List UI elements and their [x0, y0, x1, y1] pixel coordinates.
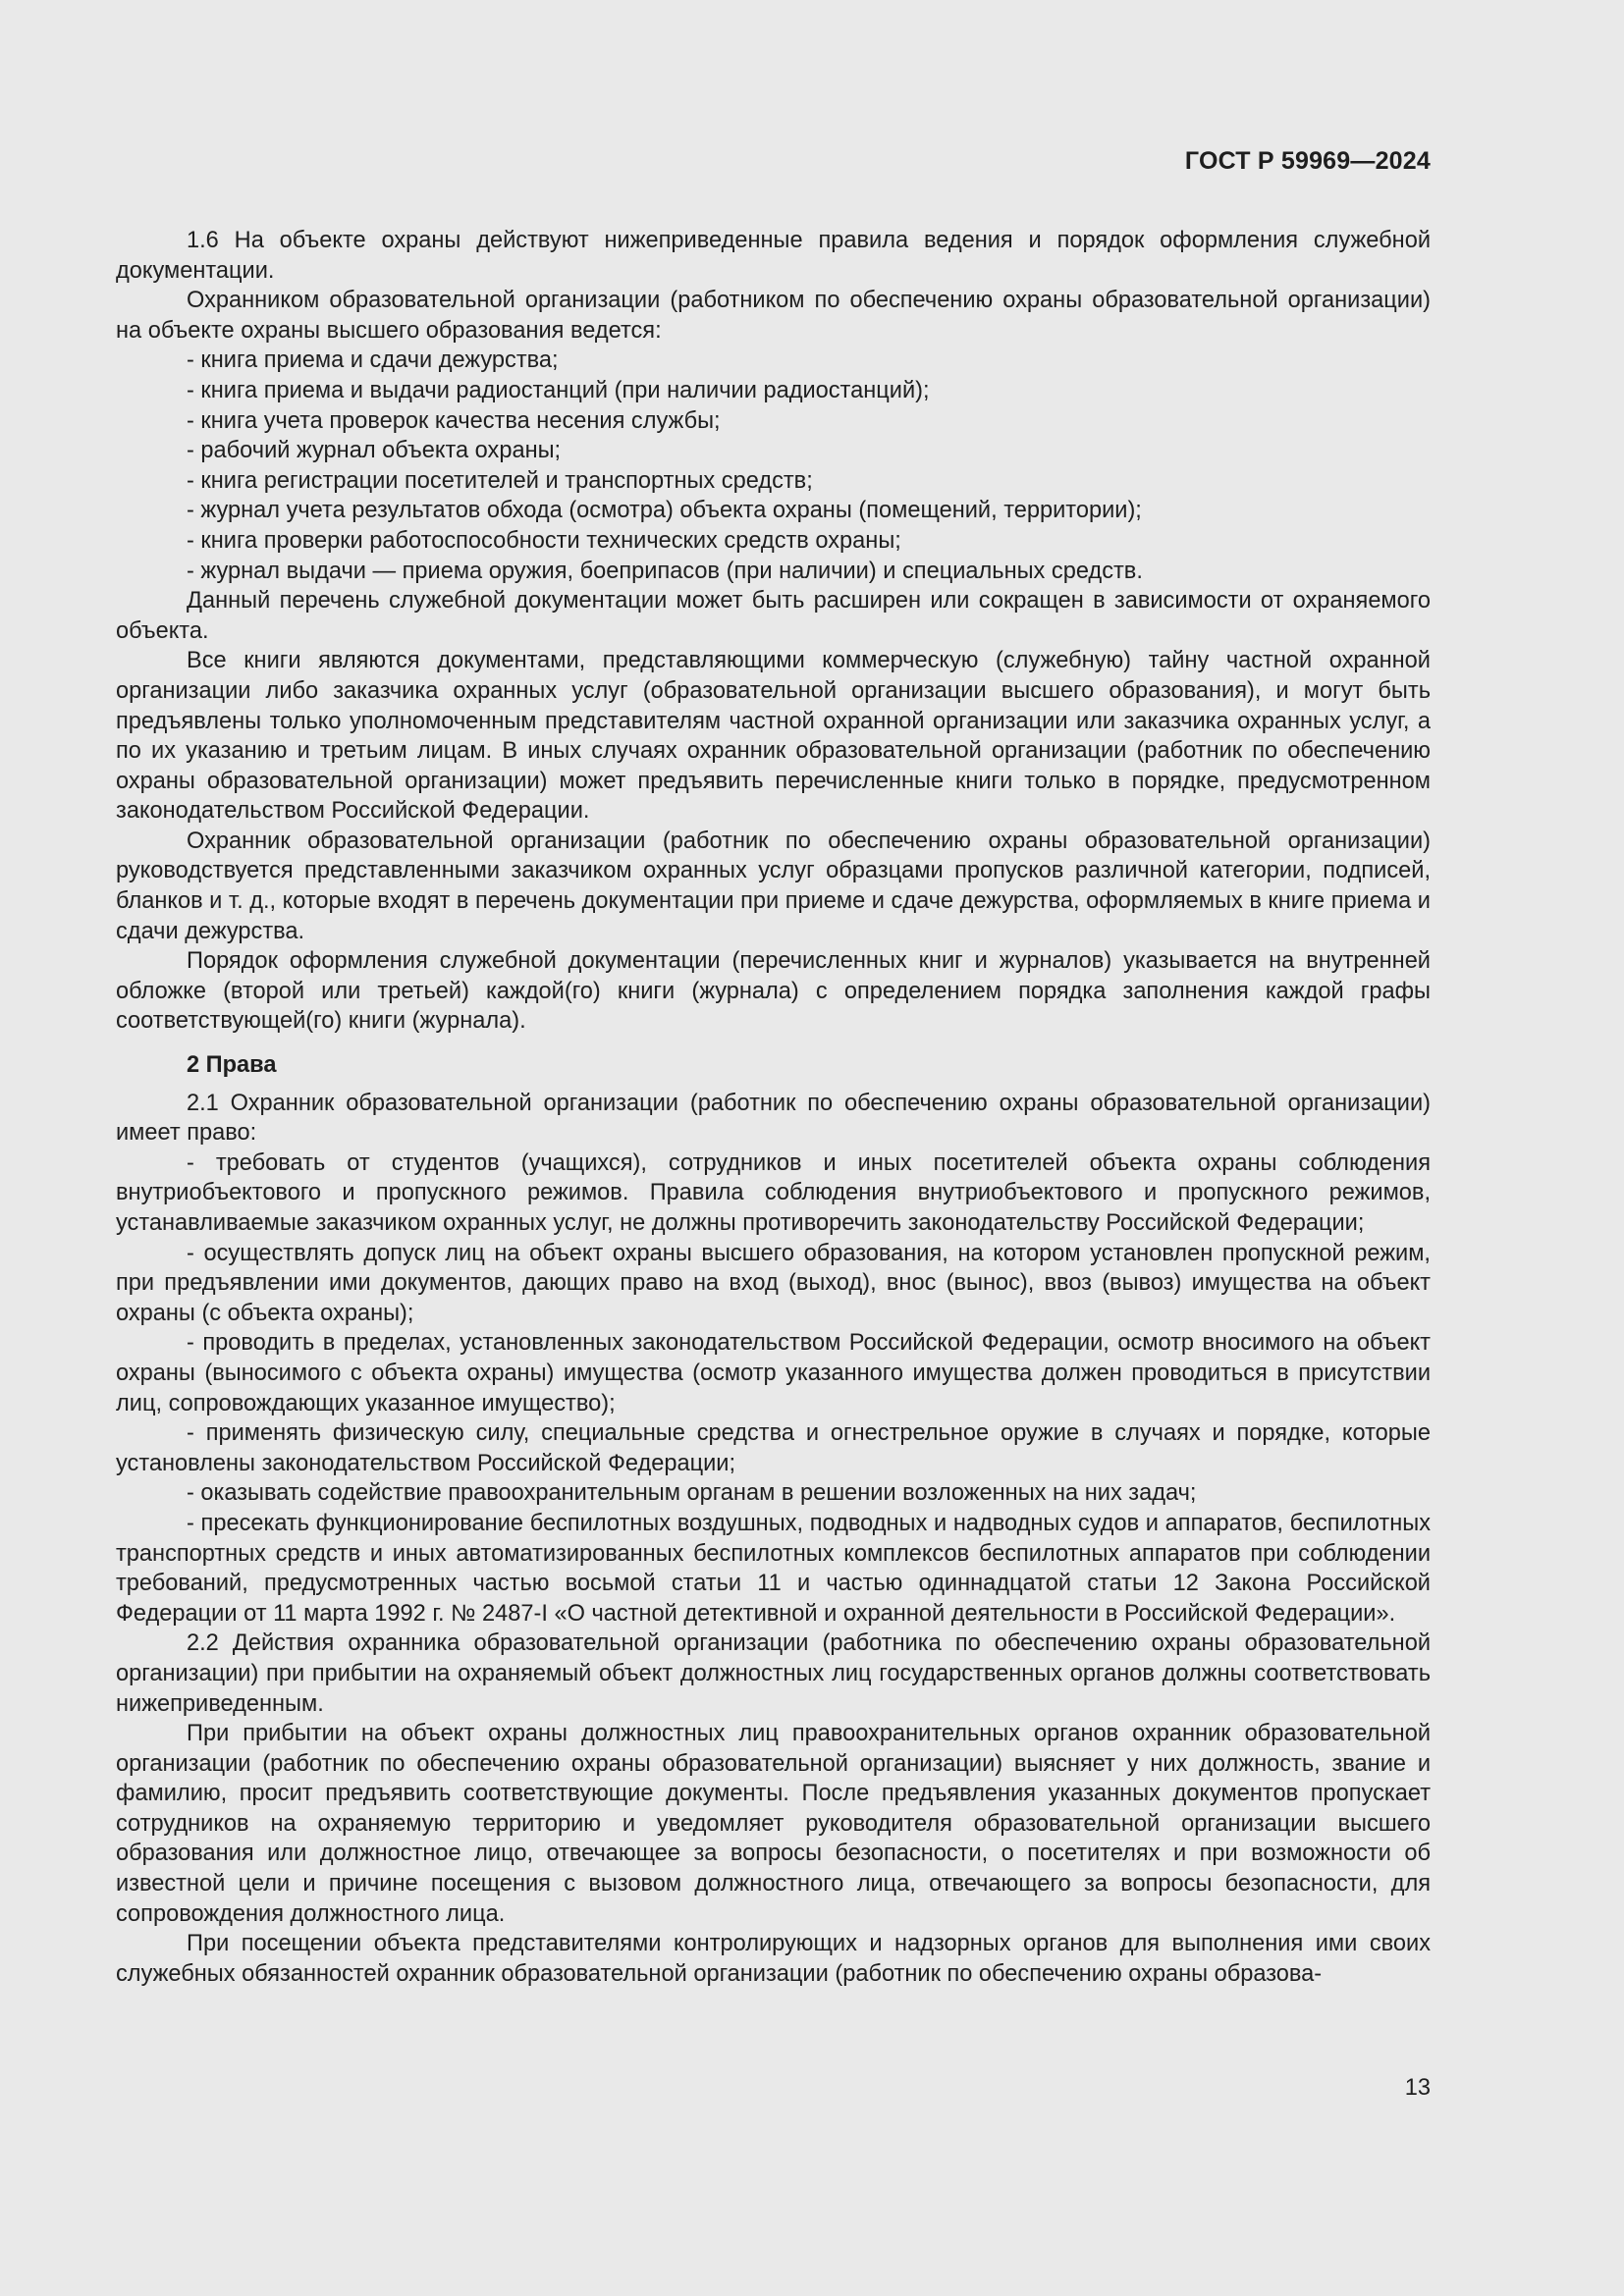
section-heading: 2 Права — [187, 1052, 277, 1079]
list-item: - книга учета проверок качества несения службы; — [187, 407, 721, 434]
paragraph: 2.2 Действия охранника образовательной организации (работника по обеспечению охраны образовательной организации) при прибытии на охраняемый объект должностных лиц государственных органов должны соответствовать нижеприведенным. — [116, 1630, 1431, 1717]
paragraph: Охранником образовательной организации (работником по обеспечению охраны образовательной организации) на объекте охраны высшего образования ведется: — [116, 288, 1431, 344]
paragraph: Охранник образовательной организации (работник по обеспечению охраны образовательной организации) руководствуется представленными заказчиком охранных услуг образцами пропусков различной категории, подписей, бланков и т. д., которые входят в перечень документации при приеме и сдаче дежурства, оформляемых в книге приема и сдачи дежурства. — [116, 828, 1431, 944]
list-item: - оказывать содействие правоохранительным органам в решении возложенных на них задач; — [187, 1480, 1197, 1507]
paragraph: При прибытии на объект охраны должностных лиц правоохранительных органов охранник образовательной организации (работник по обеспечению охраны образовательной организации) выясняет у них должность, звание и фамилию, просит предъявить соответствующие документы. После предъявления указанных документов пропускает сотрудников на охраняемую территорию и уведомляет руководителя образовательной организации высшего образования или должностное лицо, отвечающее за вопросы безопасности, о посетителях и при возможности об известной цели и причине посещения с вызовом должностного лица, отвечающего за вопросы безопасности, для сопровождения должностного лица. — [116, 1721, 1431, 1927]
list-item: - требовать от студентов (учащихся), сотрудников и иных посетителей объекта охраны соблюдения внутриобъектового и пропускного режимов. Правила соблюдения внутриобъектового и пропускного режимов, устанавливаемые заказчиком охранных услуг, не должны противоречить законодательству Российской Федерации; — [116, 1149, 1431, 1236]
page-number: 13 — [1404, 2075, 1431, 2101]
list-item: - журнал учета результатов обхода (осмотра) объекта охраны (помещений, территории); — [187, 498, 1142, 524]
paragraph: При посещении объекта представителями контролирующих и надзорных органов для выполнения ими своих служебных обязанностей охранник образовательной организации (работник по обеспечению охраны образова- — [116, 1931, 1431, 1987]
paragraph: 1.6 На объекте охраны действуют нижеприведенные правила ведения и порядок оформления служебной документации. — [116, 228, 1431, 284]
list-item: - журнал выдачи — приема оружия, боеприпасов (при наличии) и специальных средств. — [187, 558, 1143, 584]
paragraph: Данный перечень служебной документации может быть расширен или сокращен в зависимости от охраняемого объекта. — [116, 588, 1431, 644]
list-item: - рабочий журнал объекта охраны; — [187, 438, 562, 464]
list-item: - применять физическую силу, специальные средства и огнестрельное оружие в случаях и порядке, которые установлены законодательством Российской Федерации; — [116, 1420, 1431, 1476]
list-item: - книга приема и сдачи дежурства; — [187, 347, 559, 374]
paragraph: 2.1 Охранник образовательной организации (работник по обеспечению охраны образовательной организации) имеет право: — [116, 1090, 1431, 1147]
paragraph: Порядок оформления служебной документации (перечисленных книг и журналов) указывается на внутренней обложке (второй или третьей) каждой(го) книги (журнала) с определением порядка заполнения каждой графы соответствующей(го) книги (журнала). — [116, 948, 1431, 1035]
list-item: - проводить в пределах, установленных законодательством Российской Федерации, осмотр вносимого на объект охраны (выносимого с объекта охраны) имущества (осмотр указанного имущества должен проводиться в присутствии лиц, сопровождающих указанное имущество); — [116, 1330, 1431, 1416]
document-body — [116, 226, 1431, 1989]
list-item: - книга приема и выдачи радиостанций (при наличии радиостанций); — [187, 377, 930, 403]
list-item: - осуществлять допуск лиц на объект охраны высшего образования, на котором установлен пропускной режим, при предъявлении ими документов, дающих право на вход (выход), внос (вынос), ввоз (вывоз) имущества на объект охраны (с объекта охраны); — [116, 1240, 1431, 1326]
list-item: - книга проверки работоспособности технических средств охраны; — [187, 527, 901, 554]
list-item: - книга регистрации посетителей и транспортных средств; — [187, 467, 813, 494]
paragraph: Все книги являются документами, представляющими коммерческую (служебную) тайну частной охранной организации либо заказчика охранных услуг (образовательной организации высшего образования), и могут быть предъявлены только уполномоченным представителям частной охранной организации или заказчика охранных услуг, а по их указанию и третьим лицам. В иных случаях охранник образовательной организации (работник по обеспечению охраны образовательной организации) может предъявить перечисленные книги только в порядке, предусмотренном законодательством Российской Федерации. — [116, 648, 1431, 825]
document-code: ГОСТ Р 59969—2024 — [1184, 147, 1431, 175]
list-item: - пресекать функционирование беспилотных воздушных, подводных и надводных судов и аппаратов, беспилотных транспортных средств и иных автоматизированных беспилотных комплексов беспилотных аппаратов при соблюдении требований, предусмотренных частью восьмой статьи 11 и частью одиннадцатой статьи 12 Закона Российской Федерации от 11 марта 1992 г. № 2487-I «О частной детективной и охранной деятельности в Российской Федерации». — [116, 1510, 1431, 1627]
